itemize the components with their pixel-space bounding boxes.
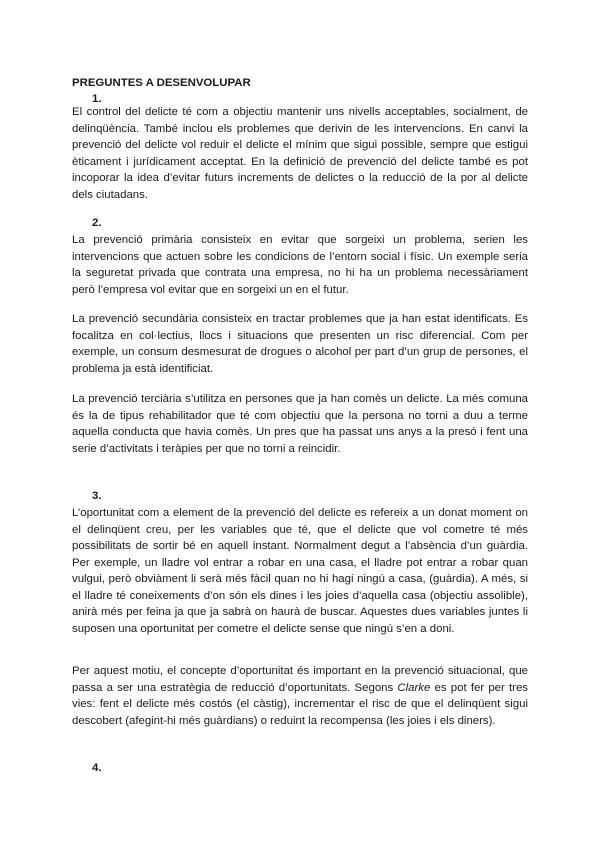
- question-1-number: 1.: [92, 93, 102, 105]
- question-1-paragraph: El control del delicte té com a objectiu mantenir uns nivells acceptables, socialment, de delinqüència. També inclou els problemes que derivin de les intervencions. En canvi la prevenció del delicte vol reduir el delicte el mínim que sigui possible, sempre que estigui èticament i jurídicament acceptat. En la definició de prevenció del delicte també es pot incoporar la idea d’evitar futurs increments de delictes o la reducció de la por al delicte dels ciutadans.: [72, 106, 528, 201]
- question-2-number: 2.: [92, 217, 102, 229]
- author-name: Clarke: [397, 681, 431, 694]
- question-2-paragraph-1: La prevenció primària consisteix en evitar que sorgeixi un problema, serien les intervencions que actuen sobre les condicions de l’entorn social i físic. Un exemple seria la seguretat privada que contrata una empresa, no hi ha un problema necessàriament però l’empresa vol evitar que en sorgeixi un en el futur.: [72, 234, 528, 296]
- question-4-number: 4.: [92, 762, 102, 774]
- question-3-paragraph-1: L’oportunitat com a element de la prevenció del delicte es refereix a un donat moment on el delinqüent creu, per les variables que té, que el delicte que vol cometre té més possibilitats de sortir bé en aquell instant. Normalment degut a l’absència d’un guàrdia. Per exemple, un lladre vol entrar a robar en una casa, el lladre pot entrar a robar quan vulgui, però obviàment li serà més fàcil quan no hi hagi ningú a casa, (guàrdia). A més, si el lladre té coneixements d’on són els dines i les joies d’aquella casa (objectiu assolible), anirà més per feina ja que ja sabrà on haurà de buscar. Aquestes dues variables juntes li suposen una oportunitat per cometre el delicte sense que ningú s’en a doni.: [72, 507, 528, 635]
- paragraph-text-start: Per aquest motiu, el concepte d’oportunitat és important en la prevenció situacional, que passa a ser una estratègia de reducció d’oportunitats. Segons: [72, 665, 528, 694]
- question-2-paragraph-3: La prevenció terciària s’utilitza en persones que ja han comès un delicte. La més comuna és la de tipus rehabilitador que té com objectiu que la persona no torni a duu a terme aquella conducta que havia comès. Un pres que ha passat uns anys a la presó i fent una serie d’activitats i teràpies per que no torni a reincidir.: [72, 393, 528, 455]
- paragraph-text-end: es pot fer per tres vies: fent el delicte més costós (el càstig), incrementar el risc de que el delinqüent sigui descobert (afegint-hi més guàrdians) o reduint la recompensa (les joies i els diners).: [72, 681, 528, 727]
- question-2-paragraph-2: La prevenció secundària consisteix en tractar problemes que ja han estat identificats. Es focalitza en col·lectius, llocs i situacions que presenten un risc diferencial. Com per exemple, un consum desmesurat de drogues o alcohol per part d’un grup de persones, el problema ja està identificiat.: [72, 313, 528, 375]
- document-title: PREGUNTES A DESENVOLUPAR: [72, 77, 251, 89]
- question-3-number: 3.: [92, 490, 102, 502]
- question-3-paragraph-2: [72, 663, 528, 729]
